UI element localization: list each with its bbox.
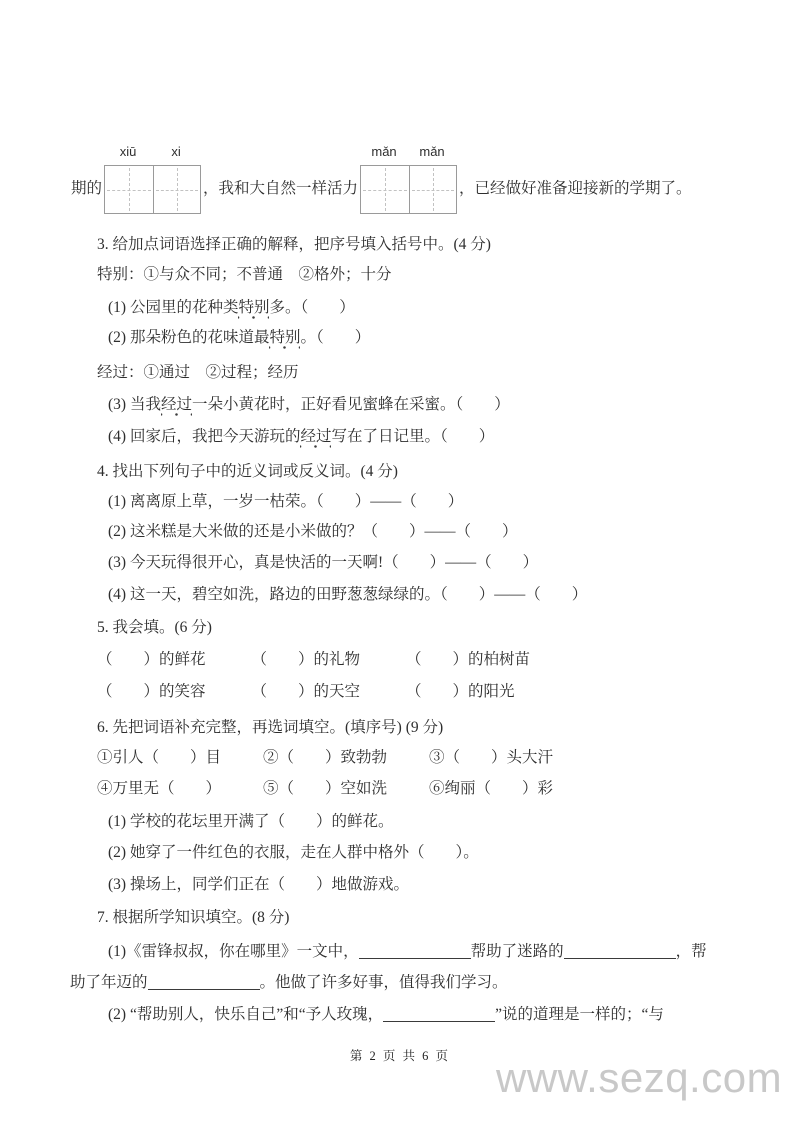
question-4-item-4: (4) 这一天，碧空如洗，路边的田野葱葱绿绿的。（ ）——（ ）	[108, 586, 588, 603]
emphasized-word: 经过	[161, 396, 192, 417]
question-6-item-1: (1) 学校的花坛里开满了（ ）的鲜花。	[108, 813, 394, 830]
question-7-title: 7. 根据所学知识填空。(8 分)	[97, 909, 290, 926]
question-3-definition-jingguo: 经过：①通过 ②过程；经历	[97, 364, 299, 381]
item-text: (2) 那朵粉色的花味道最	[108, 329, 270, 346]
question-3-item-4	[108, 426, 494, 448]
fill-phrase: （ ）的天空	[251, 683, 361, 700]
emphasized-word: 特别	[238, 299, 269, 320]
item-text: (4) 回家后，我把今天游玩的	[108, 428, 301, 445]
sentence-fragment: ，已经做好准备迎接新的学期了。	[459, 180, 692, 197]
tianzige-box	[105, 166, 153, 213]
question-6-item-3: (3) 操场上，同学们正在（ ）地做游戏。	[108, 876, 409, 893]
item-text: 。（ ）	[300, 329, 371, 346]
watermark: www.sezq.com	[496, 1054, 783, 1101]
fill-phrase: （ ）的礼物	[251, 651, 361, 668]
pinyin-label: xi	[171, 144, 181, 159]
question-4-item-1: (1) 离离原上草，一岁一枯荣。（ ）——（ ）	[108, 493, 464, 510]
item-text: (1)《雷锋叔叔，你在哪里》一文中，	[108, 943, 359, 960]
item-text: ，帮	[675, 943, 707, 960]
question-3-item-2	[108, 327, 370, 349]
answer-blank	[383, 1008, 495, 1022]
item-text: (2) “帮助别人，快乐自己”和“予人玫瑰，	[108, 1006, 384, 1023]
fill-phrase: （ ）的阳光	[406, 683, 515, 700]
tianzige-box	[409, 166, 457, 213]
tianzige-box	[361, 166, 409, 213]
fill-phrase: （ ）的鲜花	[97, 651, 206, 668]
item-text: (3) 当我	[108, 396, 161, 413]
question-3-title: 3. 给加点词语选择正确的解释，把序号填入括号中。(4 分)	[97, 236, 491, 253]
question-5-row-2	[97, 681, 515, 703]
page-number: 第 2 页 共 6 页	[349, 1049, 451, 1063]
question-6-item-2: (2) 她穿了一件红色的衣服，走在人群中格外（ ）。	[108, 844, 479, 861]
question-4-title: 4. 找出下列句子中的近义词或反义词。(4 分)	[97, 463, 398, 480]
emphasized-word: 经过	[300, 428, 331, 449]
sentence-fragment: 期的	[71, 180, 103, 197]
sentence-fragment: ，我和大自然一样活力	[203, 180, 359, 197]
item-text: 多。（ ）	[269, 299, 355, 316]
idiom-blank: ①引人（ ）目	[97, 749, 222, 766]
fill-phrase: （ ）的笑容	[97, 683, 206, 700]
fill-phrase: （ ）的柏树苗	[406, 651, 531, 668]
item-text: 写在了日记里。（ ）	[331, 428, 495, 445]
question-3-definition-tebie: 特别：①与众不同；不普通 ②格外；十分	[97, 266, 392, 283]
idiom-blank: ④万里无（ ）	[97, 780, 222, 797]
idiom-blank: ③（ ）头大汗	[429, 749, 554, 766]
pinyin-labels	[360, 144, 457, 165]
item-text: 一朵小黄花时，正好看见蜜蜂在采蜜。（ ）	[191, 396, 510, 413]
item-text: (1) 公园里的花种类	[108, 299, 239, 316]
question-7-item-1-line-1	[108, 941, 707, 963]
question-7-item-1-line-2	[70, 972, 508, 994]
tianzige-boxes	[104, 165, 201, 214]
question-6-row-2	[97, 778, 553, 800]
answer-blank	[148, 976, 260, 990]
pinyin-label: mǎn	[371, 144, 397, 159]
emphasized-word: 特别	[269, 329, 300, 350]
pinyin-label: mǎn	[419, 144, 445, 159]
idiom-blank: ②（ ）致勃勃	[263, 749, 388, 766]
question-6-title: 6. 先把词语补充完整，再选词填空。(填序号) (9 分)	[97, 719, 444, 736]
tianzige-box	[153, 166, 201, 213]
writing-grid-pair	[104, 144, 201, 214]
pinyin-writing-line	[71, 144, 692, 214]
idiom-blank: ⑥绚丽（ ）彩	[429, 780, 554, 797]
question-5-row-1	[97, 649, 530, 671]
item-text: 。他做了许多好事，值得我们学习。	[259, 974, 508, 991]
idiom-blank: ⑤（ ）空如洗	[263, 780, 388, 797]
question-5-title: 5. 我会填。(6 分)	[97, 619, 212, 636]
item-text: 助了年迈的	[70, 974, 148, 991]
question-7-item-2	[108, 1004, 664, 1026]
tianzige-boxes	[360, 165, 457, 214]
pinyin-label: xiū	[119, 144, 137, 159]
question-4-item-3: (3) 今天玩得很开心，真是快活的一天啊!（ ）——（ ）	[108, 554, 539, 571]
question-3-item-1	[108, 297, 355, 319]
item-text: 帮助了迷路的	[470, 943, 564, 960]
question-6-row-1	[97, 747, 553, 769]
answer-blank	[564, 945, 676, 959]
item-text: ”说的道理是一样的；“与	[495, 1006, 664, 1023]
pinyin-labels	[104, 144, 201, 165]
answer-blank	[359, 945, 471, 959]
writing-grid-pair	[360, 144, 457, 214]
question-4-item-2: (2) 这米糕是大米做的还是小米做的？（ ）——（ ）	[108, 523, 518, 540]
question-3-item-3	[108, 394, 510, 416]
